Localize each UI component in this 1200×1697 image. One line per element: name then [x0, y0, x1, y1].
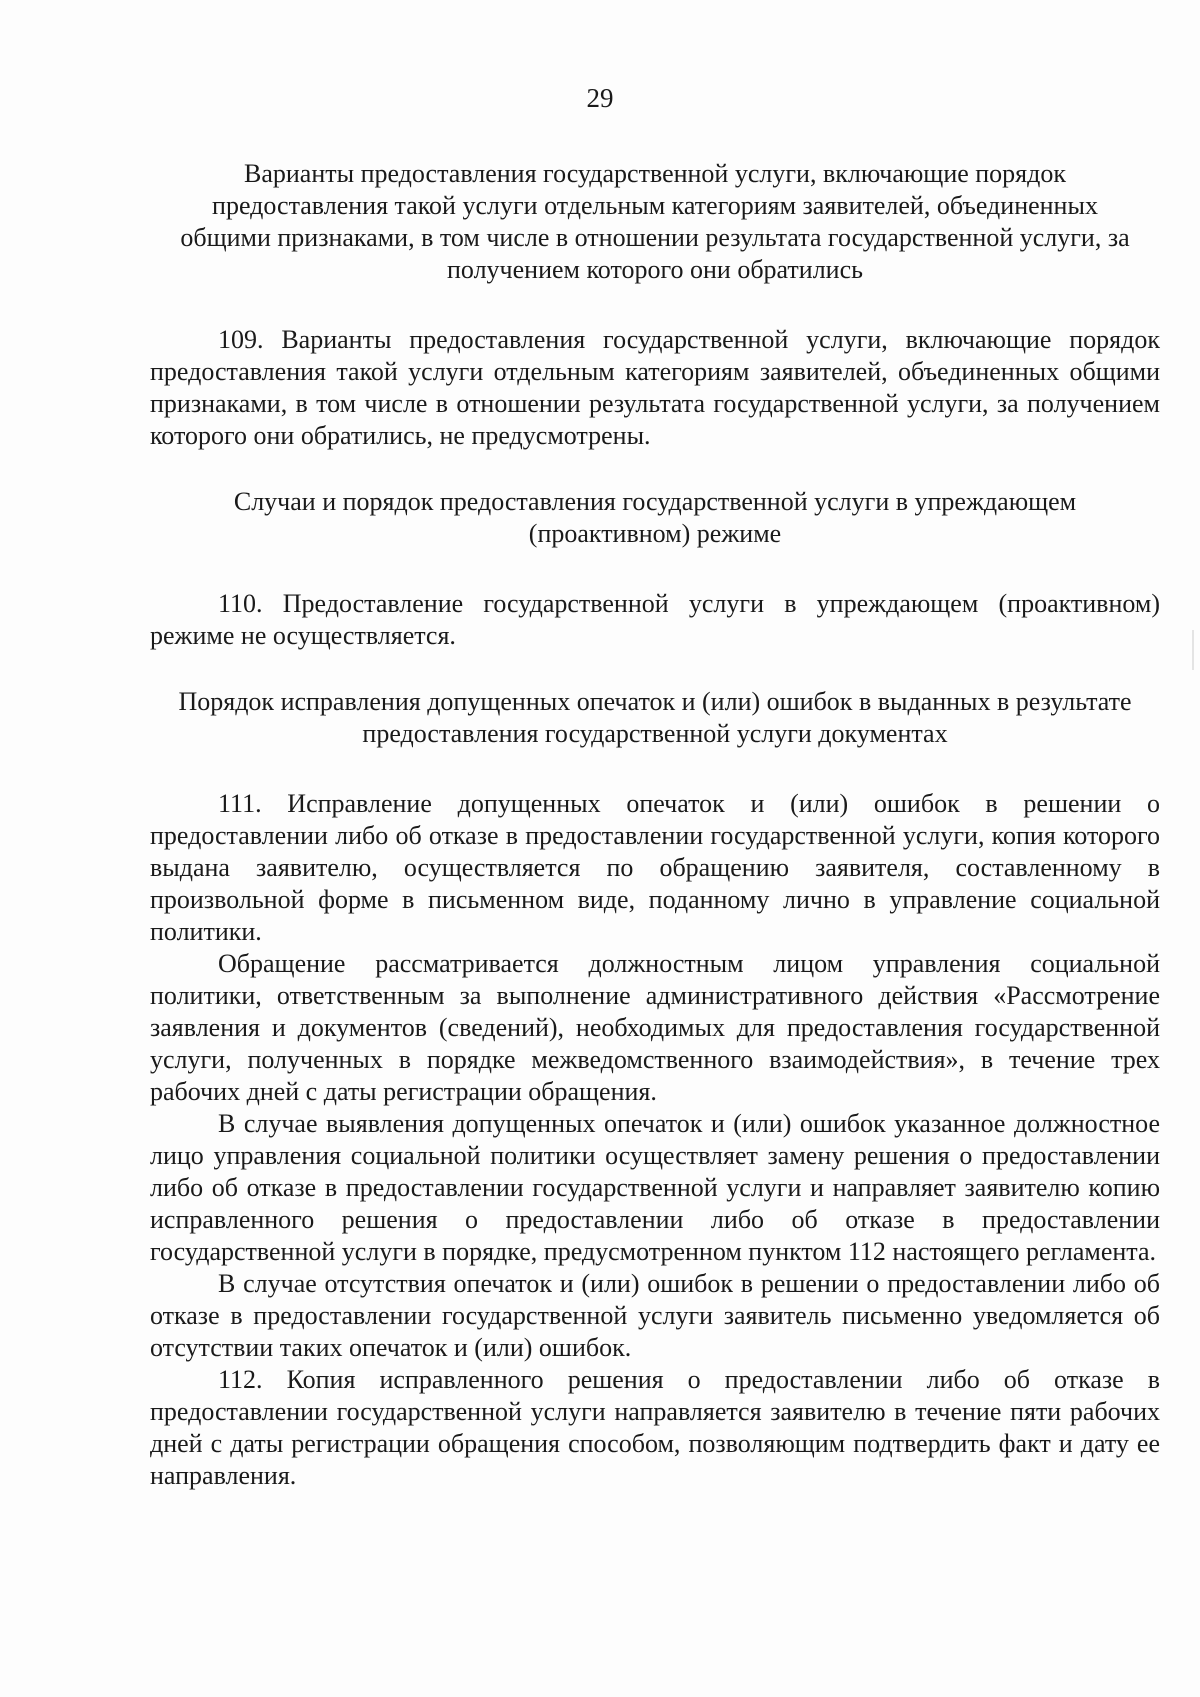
paragraph-109: 109. Варианты предоставления государственной услуги, включающие порядок предоставления такой услуги отдельным категориям заявителей, объединенных общими признаками, в том числе в отношении результата государственной услуги, за получением которого они обратились, не предусмотрены.: [150, 325, 1160, 450]
paragraph-110: 110. Предоставление государственной услуги в упреждающем (проактивном) режиме не осуществляется.: [150, 589, 1160, 650]
paragraph-112: 112. Копия исправленного решения о предоставлении либо об отказе в предоставлении государственной услуги направляется заявителю в течение пяти рабочих дней с даты регистрации обращения способом, позволяющим подтвердить факт и дату ее направления.: [150, 1365, 1160, 1490]
scan-artifact: [1192, 630, 1194, 670]
section-heading: Случаи и порядок предоставления государственной услуги в упреждающем (проактивном) режиме: [233, 487, 1077, 548]
page-number: 29: [586, 83, 614, 113]
paragraph-111-replacement: В случае выявления допущенных опечаток и (или) ошибок указанное должностное лицо управления социальной политики осуществляет замену решения о предоставлении либо об отказе в предоставлении государственной услуги и направляет заявителю копию исправленного решения о предоставлении либо об отказе в предоставлении государственной услуги в порядке, предусмотренном пунктом 112 настоящего регламента.: [150, 1109, 1160, 1266]
section-heading: Варианты предоставления государственной услуги, включающие порядок предоставления такой услуги отдельным категориям заявителей, объединенных общими признаками, в том числе в отношении результата государственной услуги, за получением которого они обратились: [180, 159, 1130, 284]
paragraph-111-review: Обращение рассматривается должностным лицом управления социальной политики, ответственным за выполнение административного действия «Рассмотрение заявления и документов (сведений), необходимых для предоставления государственной услуги, полученных в порядке межведомственного взаимодействия», в течение трех рабочих дней с даты регистрации обращения.: [150, 949, 1160, 1106]
document-body: [150, 158, 1160, 1492]
section-heading: Порядок исправления допущенных опечаток и (или) ошибок в выданных в результате предоставления государственной услуги документах: [178, 687, 1132, 748]
paragraph-111: 111. Исправление допущенных опечаток и (или) ошибок в решении о предоставлении либо об отказе в предоставлении государственной услуги, копия которого выдана заявителю, осуществляется по обращению заявителя, составленному в произвольной форме в письменном виде, поданному лично в управление социальной политики.: [150, 789, 1160, 946]
section-error-correction: [150, 686, 1160, 1492]
paragraph-111-no-errors: В случае отсутствия опечаток и (или) ошибок в решении о предоставлении либо об отказе в предоставлении государственной услуги заявитель письменно уведомляется об отсутствии таких опечаток и (или) ошибок.: [150, 1269, 1160, 1362]
section-proactive-mode: [150, 486, 1160, 652]
section-variants: [150, 158, 1160, 452]
